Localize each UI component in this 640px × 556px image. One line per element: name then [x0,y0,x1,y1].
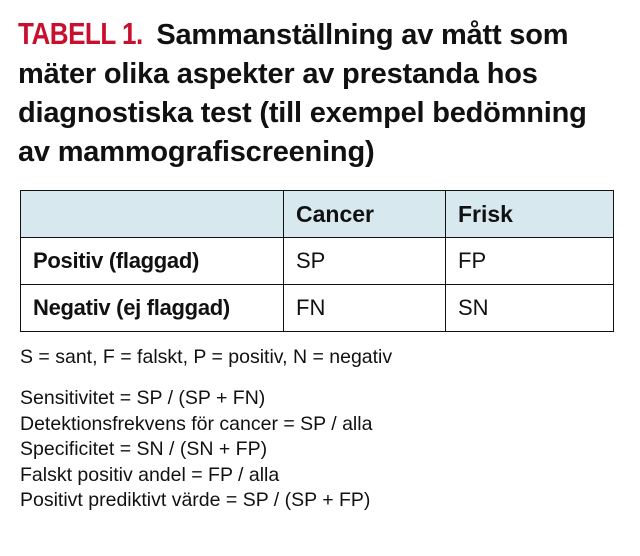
row-header-positiv: Positiv (flaggad) [21,238,284,285]
formula-positive-predictive-value: Positivt prediktivt värde = SP / (SP + FP) [20,489,371,511]
table-number-label: TABELL 1. [18,16,143,51]
header-cell-frisk: Frisk [446,191,614,238]
header-cell-cancer: Cancer [284,191,446,238]
table-cell-sp: SP [284,238,446,285]
table-cell-fp: FP [446,238,614,285]
formula-false-positive-rate: Falskt positiv andel = FP / alla [20,463,280,486]
formula-specificity: Specificitet = SN / (SN + FP) [20,438,268,460]
header-cell-corner [21,191,284,238]
table-row [21,238,614,285]
formula-detection-rate: Detektionsfrekvens för cancer = SP / alla [20,412,373,435]
row-header-negativ: Negativ (ej flaggad) [21,285,284,332]
table-header-row [21,191,614,238]
table-title: Sammanställning av mått som mäter olika aspekter av prestanda hos diagnostiska test (till exempel bedömning av mammografiscreening) [18,19,587,168]
confusion-matrix-table [20,190,614,332]
table-caption [18,14,624,172]
abbreviation-legend: S = sant, F = falskt, P = positiv, N = negativ [20,346,393,368]
table-cell-sn: SN [446,285,614,332]
formula-list [20,386,372,514]
table-row [21,285,614,332]
table-cell-fn: FN [284,285,446,332]
formula-sensitivity: Sensitivitet = SP / (SP + FN) [20,387,266,409]
